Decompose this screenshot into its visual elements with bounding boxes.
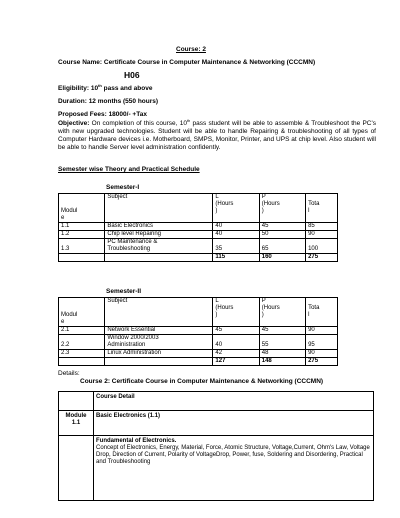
- course-number: Course: 2: [176, 46, 206, 53]
- table-row: 1.1 Basic Electronics 40 45 85: [59, 223, 338, 231]
- semester-1-title: Semester-I: [106, 184, 140, 191]
- table-header-row: Modul e Subject L (Hours ) P (Hours ) Tota l: [59, 194, 338, 223]
- course-code: H06: [124, 70, 140, 80]
- table-row: 2.3 Linux Administration 42 48 90: [59, 350, 338, 358]
- detail-header-row: [59, 392, 374, 411]
- fundamentals-cell: Fundamental of Electronics. Concept of Electronics, Energy, Material, Force, Atomic Structure, Voltage,Current, Ohm's Law, Voltage Drop, Direction of Current, Polarity of VoltageDrop, Power, fuse, Soldering and Disordering, Practical and Troubleshooting: [94, 436, 374, 501]
- semester-2-table: [58, 297, 338, 366]
- course-detail-table: [58, 391, 374, 501]
- table-row: 2.2 Window 2000/2003 Administration 40 55 95: [59, 335, 338, 350]
- details-course-heading: Course 2: Certificate Course in Computer Maintenance & Networking (CCCMN): [80, 378, 324, 385]
- table-total-row: 127 148 275: [59, 358, 338, 366]
- table-header-row: Modul e Subject L (Hours ) P (Hours ) Tota l: [59, 298, 338, 327]
- table-row: 1.2 Chip level Repairing 40 50 90: [59, 231, 338, 239]
- objective: Objective: On completion of this course, 10th pass student will be able to assemble & Troubleshoot the PC's with new upgraded technologies. Student will be able to handle Repairing & troubleshooting of all types of Computer Hardware devices i.e. Motherboard, SMPS, Monitor, Printer, and UPS at chip level. Also student will be able to handle Server level administration confidently.: [58, 117, 376, 151]
- eligibility: Eligibility: 10th pass and above: [58, 82, 153, 92]
- details-label: Details:: [58, 370, 80, 377]
- table-total-row: 115 160 275: [59, 254, 338, 262]
- module-row: [59, 411, 374, 436]
- fees: Proposed Fees: 18000/- +Tax: [58, 111, 147, 118]
- fundamentals-row: [59, 436, 374, 501]
- schedule-heading: Semester wise Theory and Practical Schedule: [58, 166, 200, 173]
- table-row: 1.3 PC Maintenance & Troubleshooting 35 65 100: [59, 239, 338, 254]
- duration: Duration: 12 months (550 hours): [58, 98, 159, 105]
- course-detail-heading: Course Detail: [94, 392, 374, 411]
- module-cell: Module 1.1: [59, 411, 94, 436]
- semester-1-table: [58, 193, 338, 262]
- course-name: Course Name: Certificate Course in Computer Maintenance & Networking (CCCMN): [58, 59, 316, 66]
- module-title: Basic Electronics (1.1): [94, 411, 374, 436]
- semester-2-title: Semester-II: [106, 288, 142, 295]
- table-row: 2.1 Network Essential 45 45 90: [59, 327, 338, 335]
